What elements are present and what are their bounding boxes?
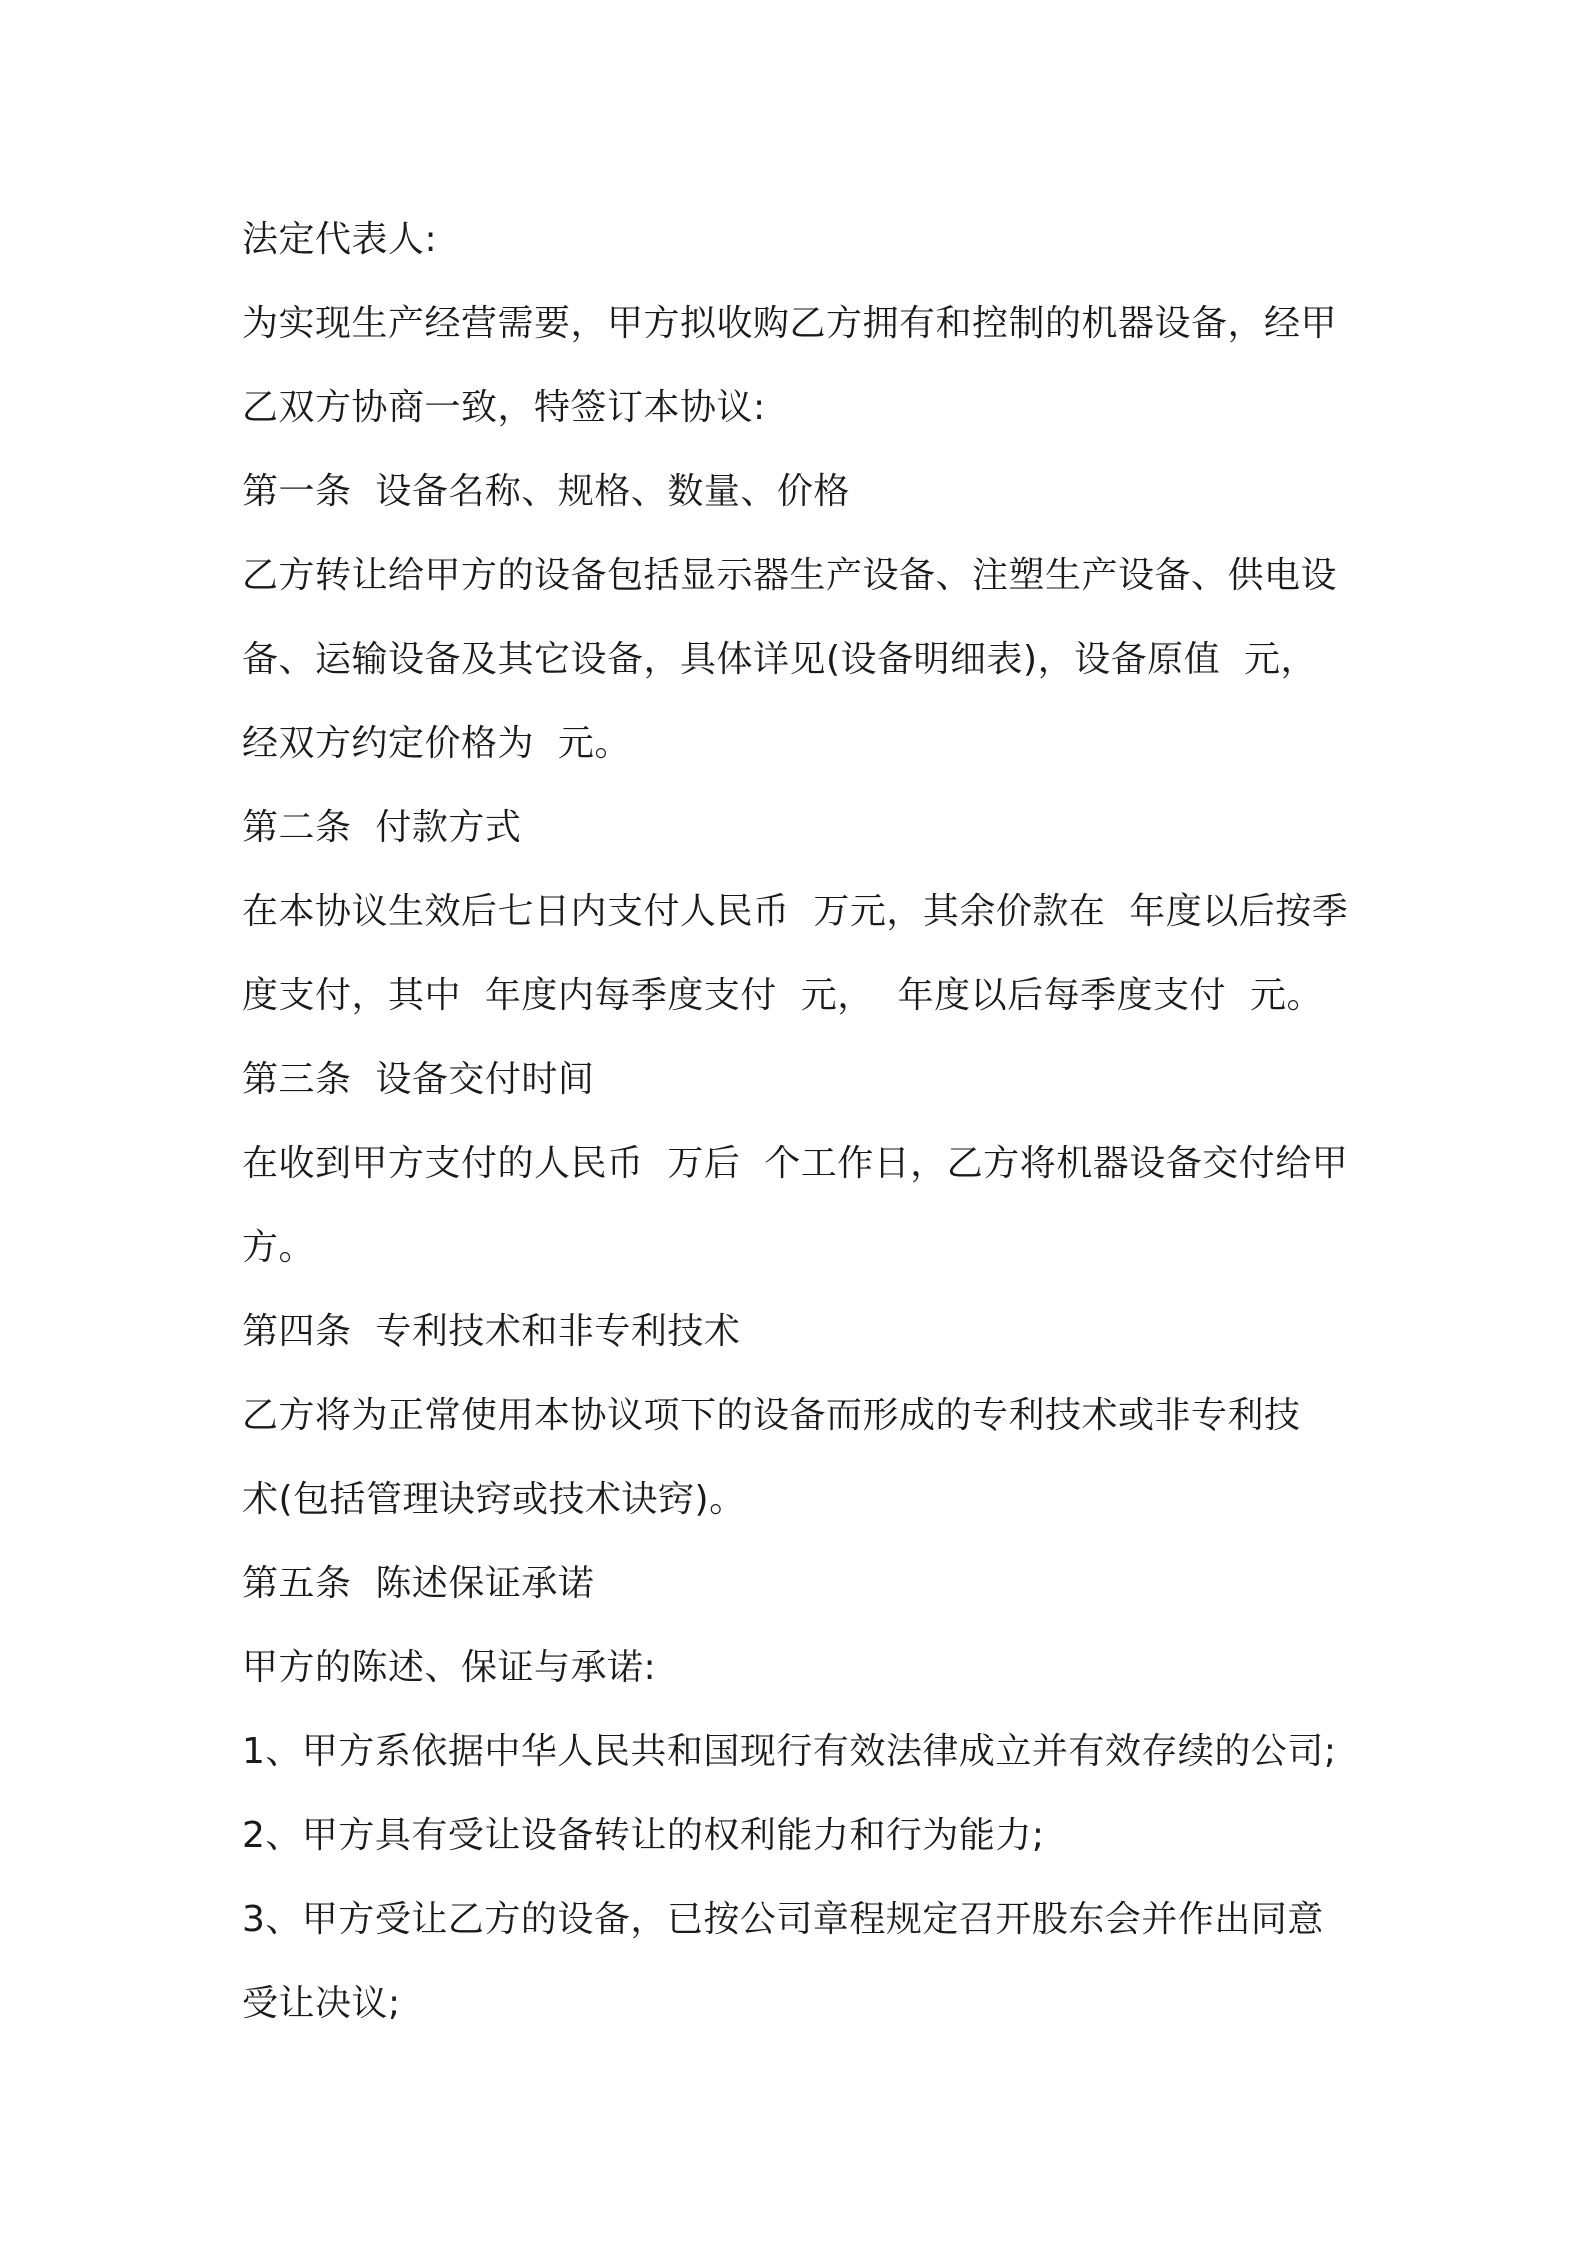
- preamble-line-1: 为实现生产经营需要，甲方拟收购乙方拥有和控制的机器设备，经甲: [242, 303, 1338, 344]
- article-5-heading: 第五条 陈述保证承诺: [242, 1563, 595, 1604]
- legal-representative-line: 法定代表人:: [242, 219, 438, 260]
- article-3-text-line-1: 在收到甲方支付的人民币 万后 个工作日，乙方将机器设备交付给甲: [242, 1143, 1349, 1184]
- article-4-heading: 第四条 专利技术和非专利技术: [242, 1311, 741, 1352]
- article-3-heading: 第三条 设备交付时间: [242, 1059, 595, 1100]
- article-4-text-line-2: 术(包括管理诀窍或技术诀窍)。: [242, 1479, 746, 1520]
- article-2-text-line-1: 在本协议生效后七日内支付人民币 万元，其余价款在 年度以后按季: [242, 891, 1349, 932]
- article-4-text-line-1: 乙方将为正常使用本协议项下的设备而形成的专利技术或非专利技: [242, 1395, 1301, 1436]
- representation-item-3-line-2: 受让决议;: [242, 1983, 401, 2024]
- representation-item-1: 1、甲方系依据中华人民共和国现行有效法律成立并有效存续的公司;: [242, 1731, 1337, 1772]
- preamble-line-2: 乙双方协商一致，特签订本协议:: [242, 387, 766, 428]
- representation-item-3-line-1: 3、甲方受让乙方的设备，已按公司章程规定召开股东会并作出同意: [242, 1899, 1324, 1940]
- article-2-text-line-2: 度支付，其中 年度内每季度支付 元， 年度以后每季度支付 元。: [242, 975, 1324, 1016]
- article-1-text-line-3: 经双方约定价格为 元。: [242, 723, 631, 764]
- article-3-text-line-2: 方。: [242, 1227, 316, 1268]
- party-a-representations-heading: 甲方的陈述、保证与承诺:: [242, 1647, 657, 1688]
- article-1-heading: 第一条 设备名称、规格、数量、价格: [242, 471, 850, 512]
- article-1-text-line-1: 乙方转让给甲方的设备包括显示器生产设备、注塑生产设备、供电设: [242, 555, 1338, 596]
- representation-item-2: 2、甲方具有受让设备转让的权利能力和行为能力;: [242, 1815, 1045, 1856]
- article-1-text-line-2: 备、运输设备及其它设备，具体详见(设备明细表)，设备原值 元，: [242, 639, 1317, 680]
- article-2-heading: 第二条 付款方式: [242, 807, 522, 848]
- document-body: [242, 198, 1362, 2046]
